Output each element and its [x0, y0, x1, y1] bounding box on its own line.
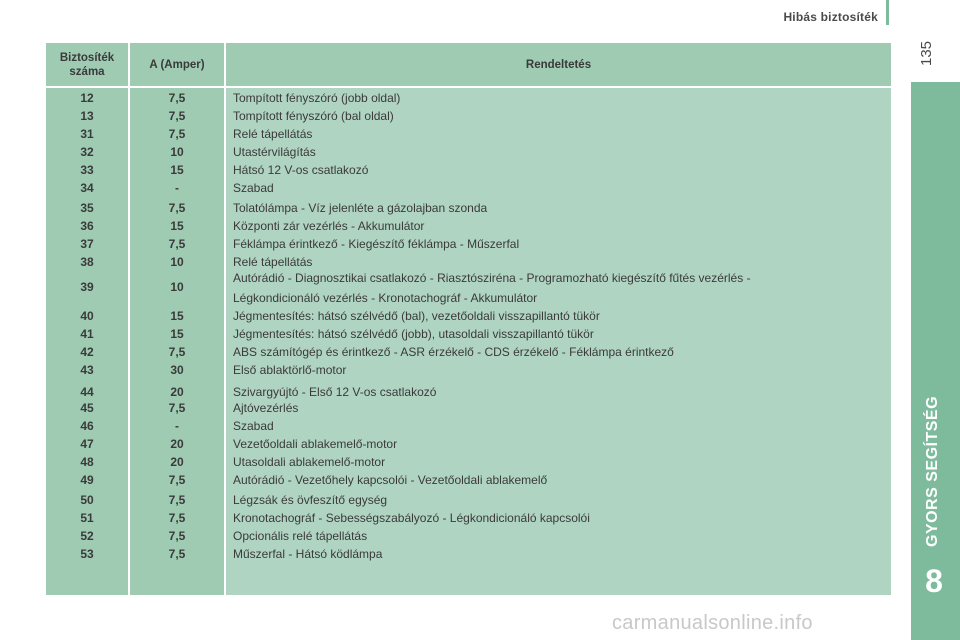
- fuse-ampere: 15: [170, 309, 184, 323]
- fuse-ampere: 7,5: [168, 345, 186, 359]
- fuse-number: 45: [80, 401, 94, 415]
- fuse-ampere: 10: [170, 280, 184, 294]
- page-number: 135: [918, 40, 935, 66]
- fuse-number: 33: [80, 163, 94, 177]
- fuse-purpose: Tompított fényszóró (bal oldal): [233, 109, 394, 123]
- header-fuse-number: Biztosíték száma: [59, 52, 115, 78]
- watermark: carmanualsonline.info: [612, 612, 813, 634]
- fuse-ampere: 20: [170, 437, 184, 451]
- fuse-number: 52: [80, 529, 94, 543]
- fuse-purpose: Autórádió - Diagnosztikai csatlakozó - Riasztósziréna - Programozható kiegészítő fűtés vezérlés -: [233, 271, 751, 285]
- fuse-number: 43: [80, 363, 94, 377]
- fuse-purpose: Első ablaktörlő-motor: [233, 363, 347, 377]
- fuse-purpose: Tolatólámpa - Víz jelenléte a gázolajban szonda: [233, 201, 488, 215]
- fuse-number: 51: [80, 511, 94, 525]
- fuse-purpose: Szabad: [233, 181, 274, 195]
- fuse-ampere: -: [175, 419, 179, 433]
- fuse-number: 13: [80, 109, 94, 123]
- header-rule: [886, 0, 889, 25]
- fuse-ampere: 7,5: [168, 109, 186, 123]
- fuse-number: 42: [80, 345, 94, 359]
- fuse-ampere: -: [175, 181, 179, 195]
- fuse-ampere: 7,5: [168, 493, 186, 507]
- fuse-purpose: Szabad: [233, 419, 274, 433]
- fuse-purpose-continued: Légkondicionáló vezérlés - Kronotachográf - Akkumulátor: [233, 291, 538, 305]
- fuse-number: 49: [80, 473, 94, 487]
- fuse-ampere: 10: [170, 145, 184, 159]
- fuse-number: 35: [80, 201, 94, 215]
- fuse-purpose: ABS számítógép és érintkező - ASR érzékelő - CDS érzékelő - Féklámpa érintkező: [233, 345, 674, 359]
- fuse-purpose: Utasoldali ablakemelő-motor: [233, 455, 386, 469]
- fuse-ampere: 7,5: [168, 401, 186, 415]
- fuse-purpose: Utastérvilágítás: [233, 145, 316, 159]
- fuse-number: 32: [80, 145, 94, 159]
- fuse-number: 46: [80, 419, 94, 433]
- column-divider: [224, 43, 226, 595]
- fuse-number: 36: [80, 219, 94, 233]
- fuse-number: 40: [80, 309, 94, 323]
- fuse-ampere: 20: [170, 455, 184, 469]
- fuse-ampere: 7,5: [168, 473, 186, 487]
- header-divider: [46, 86, 891, 88]
- fuse-purpose: Autórádió - Vezetőhely kapcsolói - Vezetőoldali ablakemelő: [233, 473, 548, 487]
- fuse-purpose: Jégmentesítés: hátsó szélvédő (bal), vezetőoldali visszapillantó tükör: [233, 309, 600, 323]
- fuse-purpose: Ajtóvezérlés: [233, 401, 299, 415]
- chapter-number: 8: [925, 563, 943, 599]
- fuse-purpose: Hátsó 12 V-os csatlakozó: [233, 163, 369, 177]
- fuse-ampere: 7,5: [168, 91, 186, 105]
- fuse-purpose: Relé tápellátás: [233, 127, 313, 141]
- fuse-purpose: Opcionális relé tápellátás: [233, 529, 368, 543]
- fuse-number: 37: [80, 237, 94, 251]
- fuse-number: 39: [80, 280, 94, 294]
- fuse-ampere: 30: [170, 363, 184, 377]
- chapter-label: GYORS SEGÍTSÉG: [924, 395, 941, 547]
- fuse-number: 12: [80, 91, 94, 105]
- fuse-number: 47: [80, 437, 94, 451]
- fuse-purpose: Féklámpa érintkező - Kiegészítő féklámpa - Műszerfal: [233, 237, 520, 251]
- fuse-ampere: 15: [170, 327, 184, 341]
- fuse-number: 50: [80, 493, 94, 507]
- fuse-number: 31: [80, 127, 94, 141]
- fuse-purpose: Légzsák és övfeszítő egység: [233, 493, 388, 507]
- chapter-side-tab: [911, 82, 960, 640]
- header-purpose: Rendeltetés: [525, 59, 592, 71]
- fuse-purpose: Vezetőoldali ablakemelő-motor: [233, 437, 398, 451]
- fuse-table: [46, 43, 891, 595]
- fuse-number: 53: [80, 547, 94, 561]
- fuse-number: 34: [80, 181, 94, 195]
- fuse-purpose: Szivargyújtó - Első 12 V-os csatlakozó: [233, 385, 437, 399]
- fuse-ampere: 15: [170, 219, 184, 233]
- fuse-number: 41: [80, 327, 94, 341]
- fuse-ampere: 10: [170, 255, 184, 269]
- fuse-purpose: Jégmentesítés: hátsó szélvédő (jobb), utasoldali visszapillantó tükör: [233, 327, 594, 341]
- fuse-number: 44: [80, 385, 94, 399]
- fuse-ampere: 7,5: [168, 511, 186, 525]
- fuse-purpose: Műszerfal - Hátsó ködlámpa: [233, 547, 383, 561]
- fuse-ampere: 7,5: [168, 529, 186, 543]
- fuse-ampere: 15: [170, 163, 184, 177]
- fuse-ampere: 7,5: [168, 547, 186, 561]
- fuse-purpose: Kronotachográf - Sebességszabályozó - Légkondicionáló kapcsolói: [233, 511, 590, 525]
- fuse-ampere: 7,5: [168, 237, 186, 251]
- fuse-purpose: Relé tápellátás: [233, 255, 313, 269]
- fuse-number: 48: [80, 455, 94, 469]
- fuse-number: 38: [80, 255, 94, 269]
- page-header-title: Hibás biztosíték: [783, 10, 878, 24]
- header-ampere: A (Amper): [149, 59, 205, 71]
- fuse-purpose: Tompított fényszóró (jobb oldal): [233, 91, 401, 105]
- fuse-purpose: Központi zár vezérlés - Akkumulátor: [233, 219, 425, 233]
- fuse-ampere: 20: [170, 385, 184, 399]
- fuse-ampere: 7,5: [168, 127, 186, 141]
- fuse-ampere: 7,5: [168, 201, 186, 215]
